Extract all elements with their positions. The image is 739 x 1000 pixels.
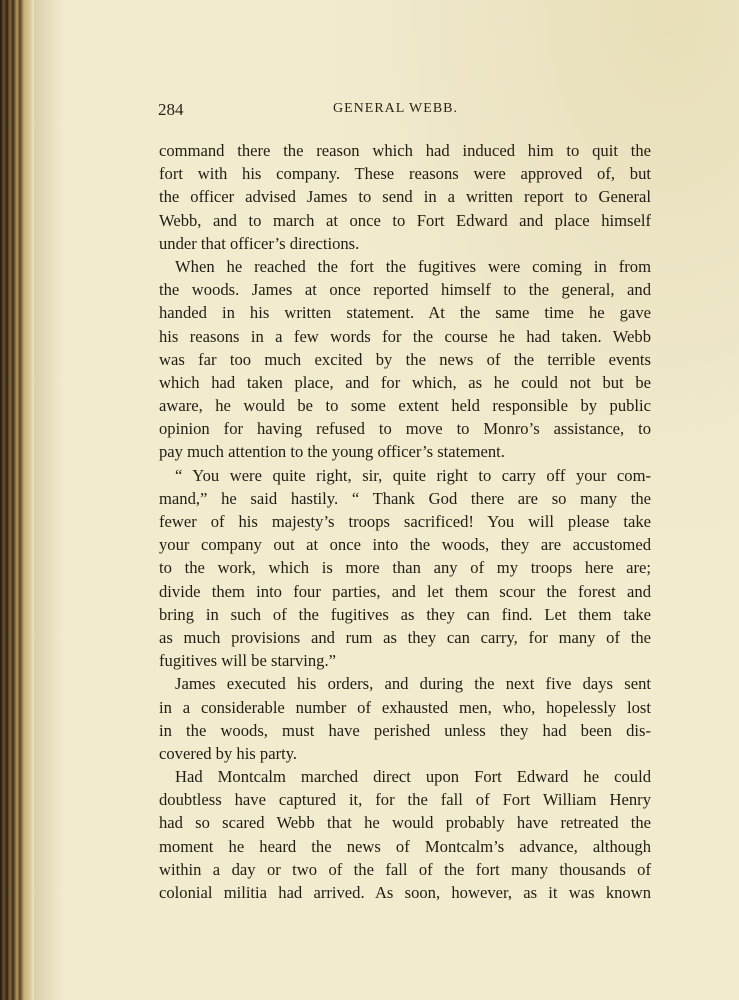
text-line: under that officer’s directions. [159, 233, 360, 253]
text-line: within a day or two of the fall of the fort many thousands of [159, 859, 651, 879]
text-line: was far too much excited by the news of the terrible events [159, 349, 651, 369]
text-line: moment he heard the news of Montcalm’s advance, although [159, 836, 651, 856]
text-line: pay much attention to the young officer’s statement. [159, 442, 505, 462]
text-line: in the woods, must have perished unless they had been dis- [159, 720, 651, 740]
text-line: James executed his orders, and during the next five days sent [175, 674, 651, 694]
page-number: 284 [158, 100, 184, 119]
book-spine-gutter [0, 0, 34, 1000]
text-line: opinion for having refused to move to Monro’s assistance, to [159, 419, 651, 439]
text-line: Webb, and to march at once to Fort Edward and place himself [159, 210, 651, 230]
text-line: fewer of his majesty’s troops sacrificed! You will please take [159, 512, 651, 531]
text-line: When he reached the fort the fugitives were coming in from [175, 256, 651, 276]
text-line: fort with his company. These reasons were approved of, but [159, 164, 651, 184]
text-line: “ You were quite right, sir, quite right to carry off your com- [175, 465, 651, 485]
text-line: covered by his party. [159, 743, 298, 763]
text-line: fugitives will be starving.” [159, 651, 336, 671]
text-line: the officer advised James to send in a written report to General [159, 187, 651, 207]
text-line: bring in such of the fugitives as they can find. Let them take [159, 604, 651, 624]
text-line: Had Montcalm marched direct upon Fort Edward he could [175, 767, 651, 787]
text-line: handed in his written statement. At the same time he gave [159, 303, 651, 323]
text-line: in a considerable number of exhausted men, who, hopelessly lost [159, 697, 651, 717]
text-line: his reasons in a few words for the course he had taken. Webb [159, 326, 651, 346]
text-line: as much provisions and rum as they can carry, for many of the [159, 627, 651, 647]
text-line: your company out at once into the woods, they are accustomed [159, 535, 651, 555]
text-line: mand,” he said hastily. “ Thank God there are so many the [159, 488, 651, 508]
running-head-title: GENERAL WEBB. [333, 101, 458, 116]
text-line: to the work, which is more than any of my troops here are; [159, 558, 651, 578]
text-line: divide them into four parties, and let them scour the forest and [159, 581, 651, 601]
body-text [159, 139, 651, 904]
book-page [34, 0, 739, 1000]
text-line: had so scared Webb that he would probably have retreated the [159, 813, 651, 833]
text-line: which had taken place, and for which, as he could not but be [159, 372, 651, 392]
text-line: aware, he would be to some extent held responsible by public [159, 396, 651, 416]
text-line: the woods. James at once reported himself to the general, and [159, 280, 651, 300]
text-line: doubtless have captured it, for the fall of Fort William Henry [159, 790, 651, 810]
text-line: colonial militia had arrived. As soon, however, as it was known [159, 883, 651, 902]
running-head [158, 100, 658, 124]
text-line: command there the reason which had induced him to quit the [159, 141, 651, 160]
